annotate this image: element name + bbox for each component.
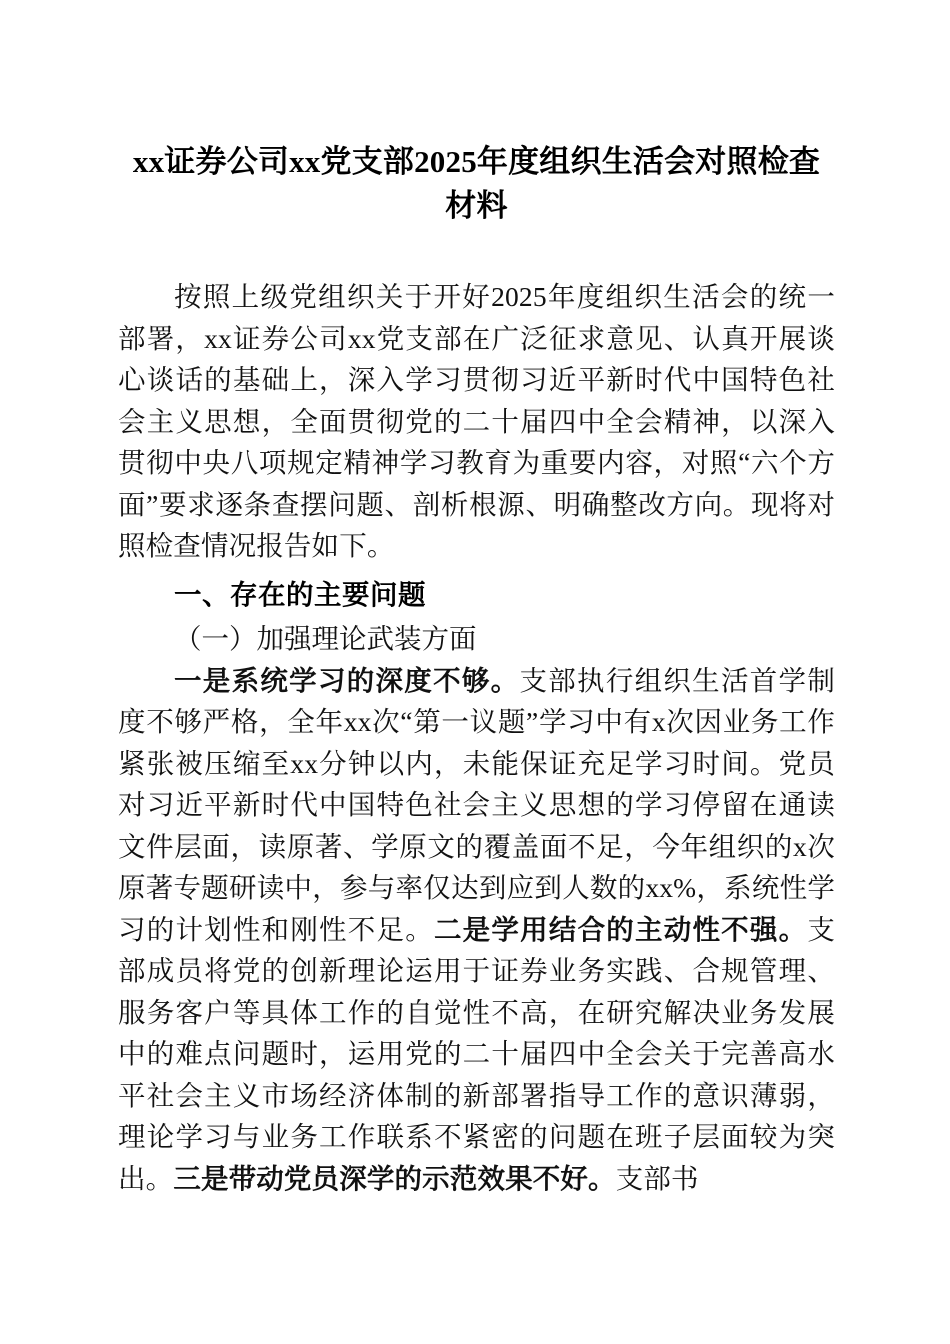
problem-item-3-body: 支部书	[615, 1162, 699, 1194]
page-title-text: xx证券公司xx党支部2025年度组织生活会对照检查材料	[132, 144, 821, 223]
document-content-area	[118, 0, 835, 1199]
page-title	[118, 0, 835, 228]
section-heading-level-1	[118, 567, 835, 616]
problem-paragraph	[118, 660, 835, 1200]
intro-paragraph	[118, 228, 835, 567]
section-heading-level-1-text: 一、存在的主要问题	[174, 578, 426, 610]
problem-item-1-label: 一是系统学习的深度不够。	[174, 664, 520, 696]
problem-item-2-label: 二是学用结合的主动性不强。	[433, 913, 808, 945]
section-heading-level-2	[118, 615, 835, 660]
intro-paragraph-text: 按照上级党组织关于开好2025年度组织生活会的统一部署，xx证券公司xx党支部在广泛征求意见、认真开展谈心谈话的基础上，深入学习贯彻习近平新时代中国特色社会主义思想，全面贯彻党的二十届四中全会精神，以深入贯彻中央八项规定精神学习教育为重要内容，对照“六个方面”要求逐条查摆问题、剖析根源、明确整改方向。现将对照检查情况报告如下。	[118, 281, 835, 561]
problem-item-3-label: 三是带动党员深学的示范效果不好。	[173, 1162, 616, 1194]
section-heading-level-2-text: （一）加强理论武装方面	[174, 623, 477, 654]
problem-item-1-body: 支部执行组织生活首学制度不够严格，全年xx次“第一议题”学习中有x次因业务工作紧张被压缩至xx分钟以内，未能保证充足学习时间。党员对习近平新时代中国特色社会主义思想的学习停留在通读文件层面，读原著、学原文的覆盖面不足，今年组织的x次原著专题研读中，参与率仅达到应到人数的xx%，系统性学习的计划性和刚性不足。	[118, 664, 835, 945]
problem-item-2-body: 支部成员将党的创新理论运用于证券业务实践、合规管理、服务客户等具体工作的自觉性不高，在研究解决业务发展中的难点问题时，运用党的二十届四中全会关于完善高水平社会主义市场经济体制的新部署指导工作的意识薄弱，理论学习与业务工作联系不紧密的问题在班子层面较为突出。	[118, 913, 835, 1194]
